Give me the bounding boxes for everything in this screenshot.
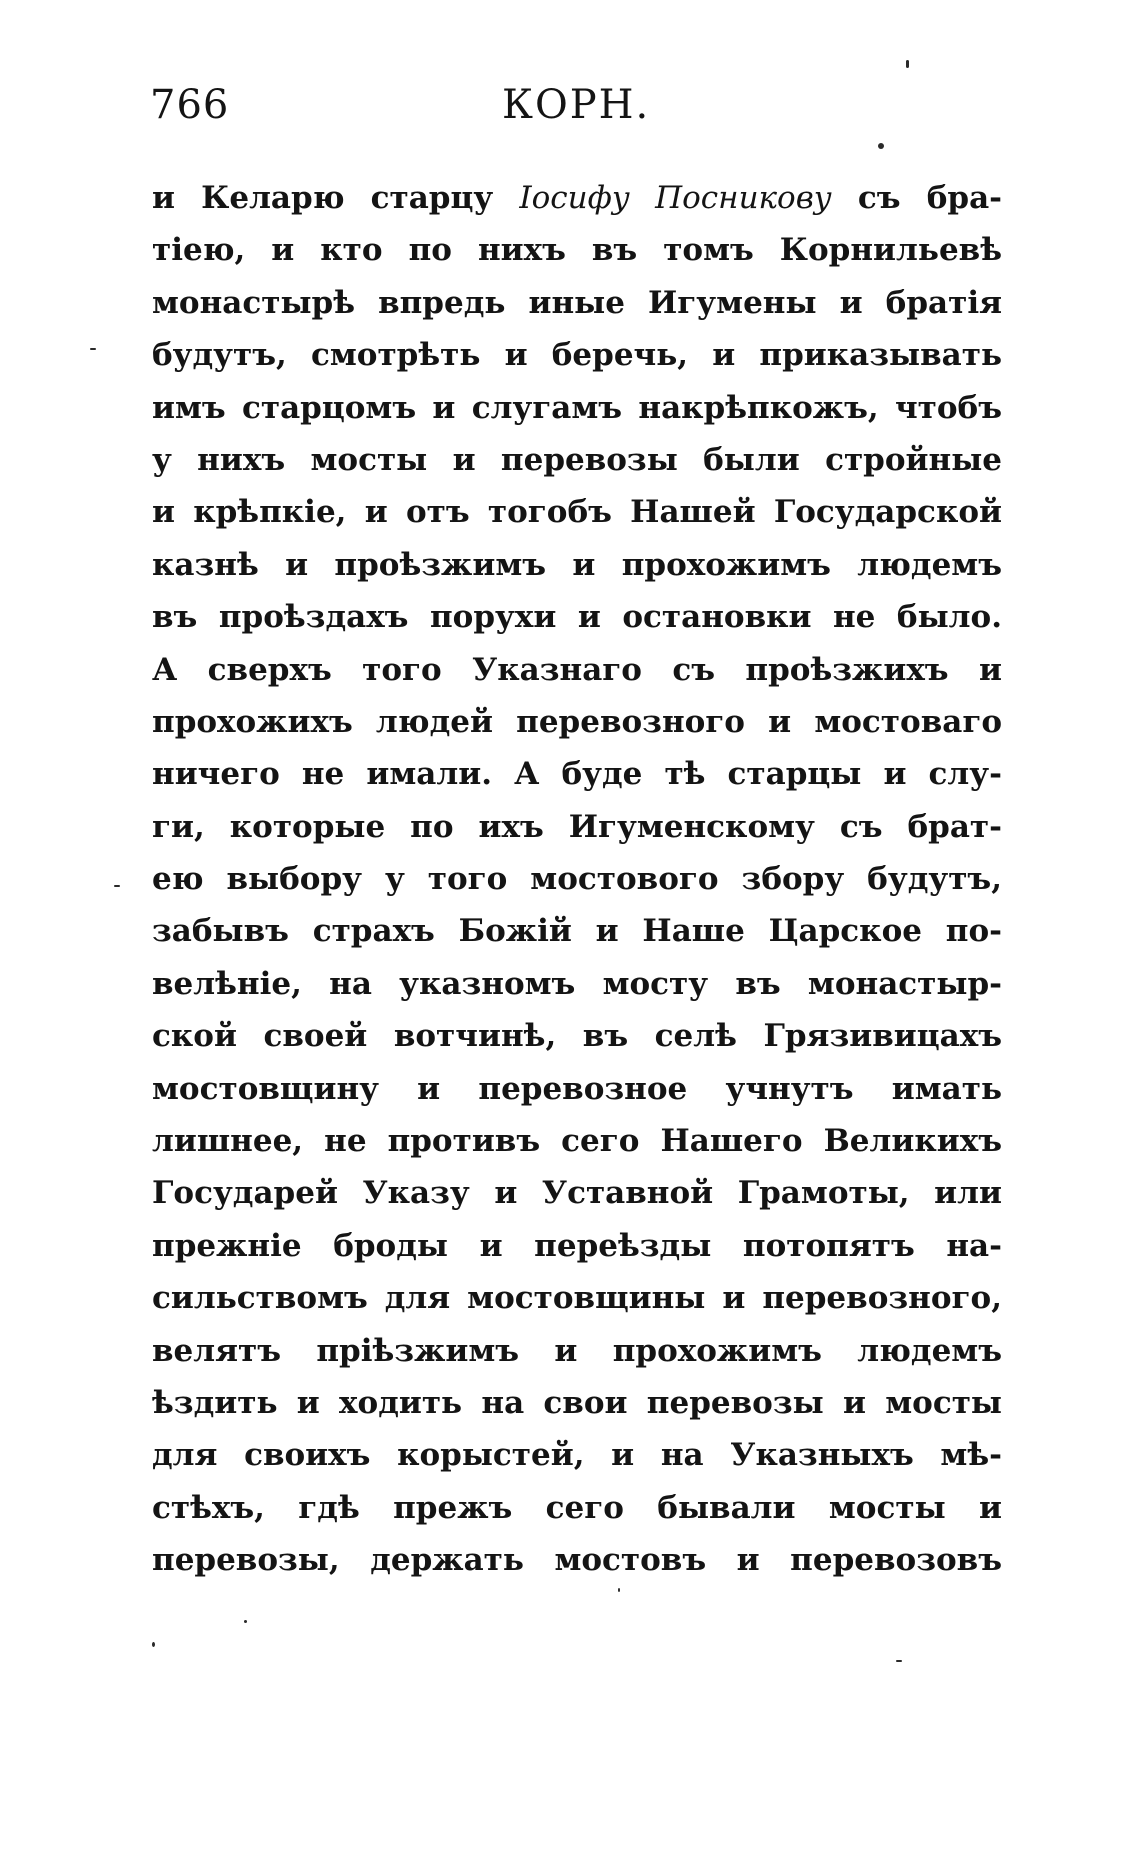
- text-line-21: прежніе броды и переѣзды потопятъ на-: [152, 1227, 1002, 1264]
- text-line-22: сильствомъ для мостовщины и перевозного,: [152, 1280, 1002, 1317]
- page-number: 766: [150, 82, 230, 128]
- line-1-end: съ бра-: [831, 180, 1003, 216]
- print-speck: [906, 60, 909, 68]
- text-line-6: у нихъ мосты и перевозы были стройные: [152, 441, 1002, 478]
- text-line-19: лишнее, не противъ сего Нашего Великихъ: [152, 1123, 1002, 1160]
- text-line-17: ской своей вотчинѣ, въ селѣ Грязивицахъ: [152, 1018, 1002, 1055]
- print-speck: [114, 885, 120, 887]
- body-text: [152, 172, 1002, 1587]
- running-title: КОРН.: [502, 82, 651, 128]
- print-speck: [618, 1588, 620, 1592]
- italic-name: Іосифу Посникову: [519, 180, 832, 216]
- text-line-27: перевозы, держать мостовъ и перевозовъ: [152, 1542, 1002, 1579]
- line-1-start: и Келарю старцу: [152, 180, 520, 216]
- print-speck: [878, 143, 884, 149]
- text-line-5: имъ старцомъ и слугамъ накрѣпкожъ, чтобъ: [152, 389, 1002, 426]
- text-line-16: велѣніе, на указномъ мосту въ монастыр-: [152, 965, 1002, 1002]
- text-line-11: прохожихъ людей перевозного и мостоваго: [152, 703, 1002, 740]
- text-line-25: для своихъ корыстей, и на Указныхъ мѣ-: [152, 1437, 1002, 1474]
- text-line-18: мостовщину и перевозное учнутъ имать: [152, 1070, 1002, 1107]
- print-speck: [896, 1660, 902, 1662]
- text-line-13: ги, которые по ихъ Игуменскому съ брат-: [152, 808, 1002, 845]
- print-speck: [90, 348, 96, 350]
- text-line-10: А сверхъ того Указнаго съ проѣзжихъ и: [152, 651, 1002, 688]
- text-line-9: въ проѣздахъ порухи и остановки не было.: [152, 599, 1002, 636]
- text-line-8: казнѣ и проѣзжимъ и прохожимъ людемъ: [152, 546, 1002, 583]
- text-line-20: Государей Указу и Уставной Грамоты, или: [152, 1175, 1002, 1212]
- text-line-7: и крѣпкіе, и отъ тогобъ Нашей Государской: [152, 494, 1002, 531]
- text-line-24: ѣздить и ходить на свои перевозы и мосты: [152, 1384, 1002, 1421]
- text-line-1: [152, 172, 1002, 224]
- text-line-14: ею выбору у того мостового збору будутъ,: [152, 861, 1002, 898]
- text-line-15: забывъ страхъ Божій и Наше Царское по-: [152, 913, 1002, 950]
- text-line-12: ничего не имали. А буде тѣ старцы и слу-: [152, 756, 1002, 793]
- text-line-4: будутъ, смотрѣть и беречь, и приказывать: [152, 337, 1002, 374]
- text-line-23: велятъ пріѣзжимъ и прохожимъ людемъ: [152, 1332, 1002, 1369]
- text-line-26: стѣхъ, гдѣ прежъ сего бывали мосты и: [152, 1489, 1002, 1526]
- running-head: [150, 82, 1010, 142]
- print-speck: [152, 1642, 155, 1647]
- print-speck: [244, 1620, 247, 1623]
- text-line-2: тіею, и кто по нихъ въ томъ Корнильевѣ: [152, 232, 1002, 269]
- text-line-3: монастырѣ впредь иные Игумены и братія: [152, 284, 1002, 321]
